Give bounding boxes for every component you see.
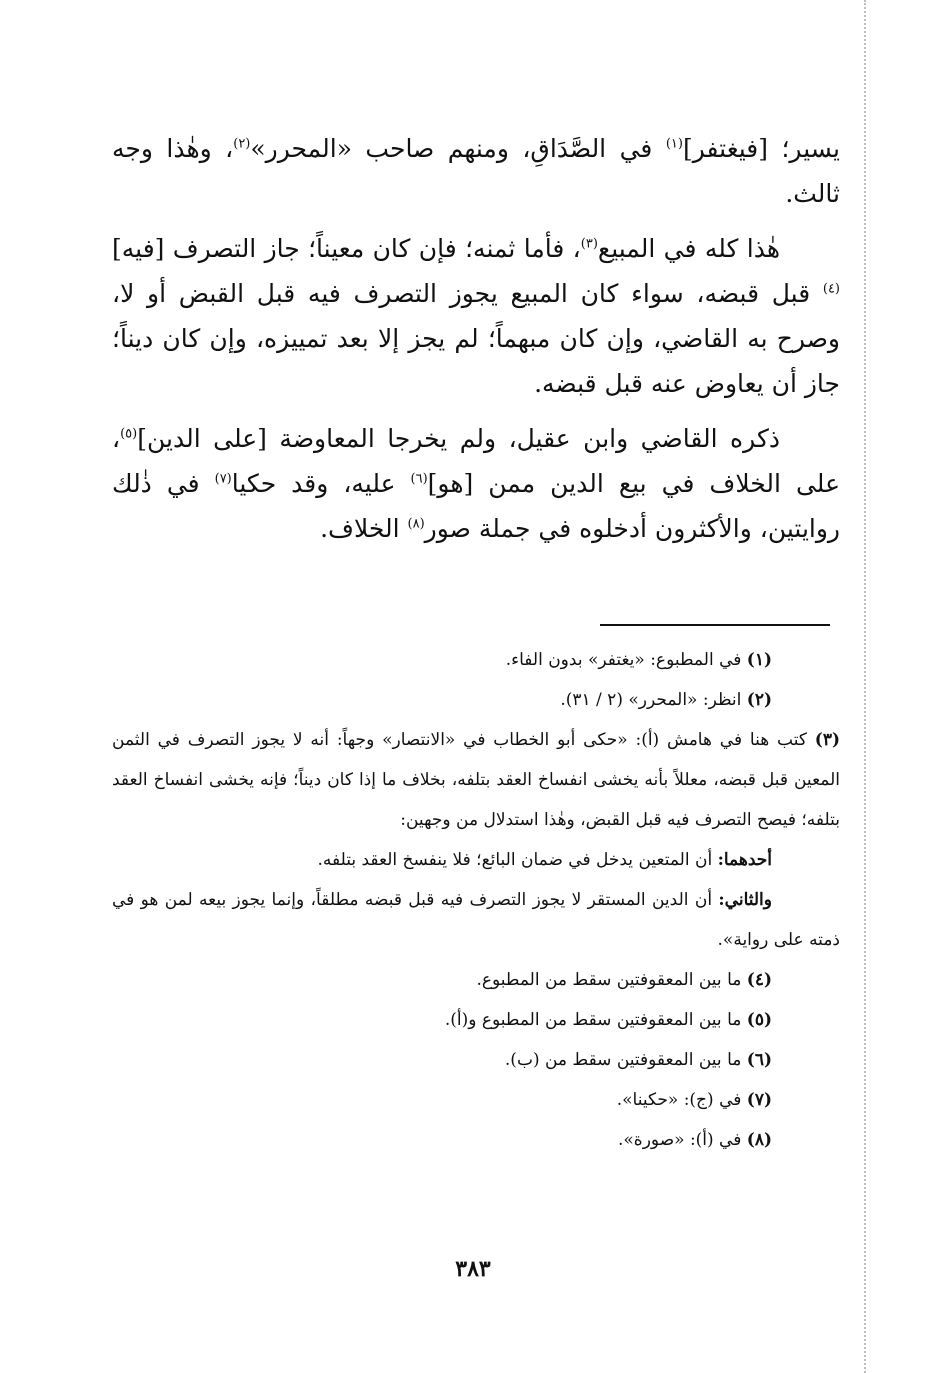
text-run: في ذٰلك روايتين، والأكثرون أدخلوه في جملة صور	[112, 469, 840, 543]
paragraph-1	[112, 126, 840, 216]
footnote-text: أن الدين المستقر لا يجوز التصرف فيه قبل قبضه مطلقاً، وإنما يجوز بيعه لمن هو في ذمته على رواية».	[112, 890, 840, 950]
footnote-5	[112, 1000, 840, 1040]
footnote-3-point-2	[112, 880, 840, 960]
footnote-ref-5[interactable]: (٥)	[120, 426, 138, 442]
footnote-ref-3[interactable]: (٣)	[580, 236, 598, 252]
footnote-number: (٨)	[746, 1130, 772, 1150]
footnote-ref-6[interactable]: (٦)	[410, 471, 428, 487]
page-edge-dotted-line	[864, 0, 866, 1373]
footnote-ref-2[interactable]: (٢)	[233, 136, 251, 152]
footnote-text: في المطبوع: «يغتفر» بدون الفاء.	[505, 650, 747, 670]
footnote-text: انظر: «المحرر» (٢ / ٣١).	[560, 690, 747, 710]
footnote-7	[112, 1080, 840, 1120]
text-run: ، على الخلاف في بيع الدين ممن [هو]	[112, 424, 840, 498]
text-run: في الصَّدَاقِ، ومنهم صاحب «المحرر»	[250, 134, 666, 163]
footnote-ref-1[interactable]: (١)	[665, 136, 683, 152]
text-run: هٰذا كله في المبيع	[597, 234, 781, 263]
footnote-text: ما بين المعقوفتين سقط من المطبوع و(أ).	[444, 1010, 747, 1030]
footnote-6	[112, 1040, 840, 1080]
footnote-text: في (ج): «حكينا».	[616, 1090, 747, 1110]
paragraph-2	[112, 226, 840, 406]
footnote-text: ما بين المعقوفتين سقط من المطبوع.	[476, 970, 747, 990]
text-run: عليه، وقد حكيا	[231, 469, 411, 498]
text-run: ، فأما ثمنه؛ فإن كان معيناً؛ جاز التصرف [فيه]	[112, 234, 581, 263]
footnote-1	[112, 640, 840, 680]
footnotes	[112, 640, 840, 1160]
footnote-number: (٥)	[746, 1010, 772, 1030]
footnote-ref-8[interactable]: (٨)	[407, 516, 425, 532]
footnote-number: (١)	[746, 650, 772, 670]
footnote-number: (٤)	[746, 970, 772, 990]
footnote-ref-7[interactable]: (٧)	[214, 471, 232, 487]
footnote-separator	[600, 624, 830, 626]
footnote-lead: أحدهما:	[717, 850, 772, 870]
footnote-text: في (أ): «صورة».	[618, 1130, 747, 1150]
footnote-number: (٢)	[746, 690, 772, 710]
footnote-3	[112, 720, 840, 840]
footnote-number: (٧)	[746, 1090, 772, 1110]
footnote-text: أن المتعين يدخل في ضمان البائع؛ فلا ينفسخ العقد بتلفه.	[317, 850, 718, 870]
footnote-ref-4[interactable]: (٤)	[822, 281, 840, 297]
paragraph-3	[112, 416, 840, 551]
footnote-2	[112, 680, 840, 720]
text-run: قبل قبضه، سواء كان المبيع يجوز التصرف فيه قبل القبض أو لا، وصرح به القاضي، وإن كان مبهماً؛ لم يجز إلا بعد تمييزه، وإن كان ديناً؛ جاز أن يعاوض عنه قبل قبضه.	[112, 279, 840, 398]
text-run: الخلاف.	[320, 514, 408, 543]
footnote-text: كتب هنا في هامش (أ): «حكى أبو الخطاب في «الانتصار» وجهاً: أنه لا يجوز التصرف في الثمن المعين قبل قبضه، معللاً بأنه يخشى انفساخ العقد بتلفه، بخلاف ما إذا كان ديناً؛ فإنه يخشى انفساخ العقد بتلفه؛ فيصح التصرف فيه قبل القبض، وهٰذا استدلال من وجهين:	[112, 730, 840, 830]
footnote-4	[112, 960, 840, 1000]
footnote-number: (٦)	[746, 1050, 772, 1070]
footnote-number: (٣)	[814, 730, 840, 750]
footnote-8	[112, 1120, 840, 1160]
main-text	[112, 126, 840, 561]
text-run: ، وهٰذا وجه ثالث.	[112, 134, 840, 208]
page-number: ٣٨٣	[455, 1256, 491, 1282]
footnote-3-point-1	[112, 840, 840, 880]
text-run: يسير؛ [فيغتفر]	[682, 134, 840, 163]
footnote-text: ما بين المعقوفتين سقط من (ب).	[504, 1050, 747, 1070]
footnote-lead: والثاني:	[718, 890, 772, 910]
text-run: ذكره القاضي وابن عقيل، ولم يخرجا المعاوضة [على الدين]	[137, 424, 780, 453]
